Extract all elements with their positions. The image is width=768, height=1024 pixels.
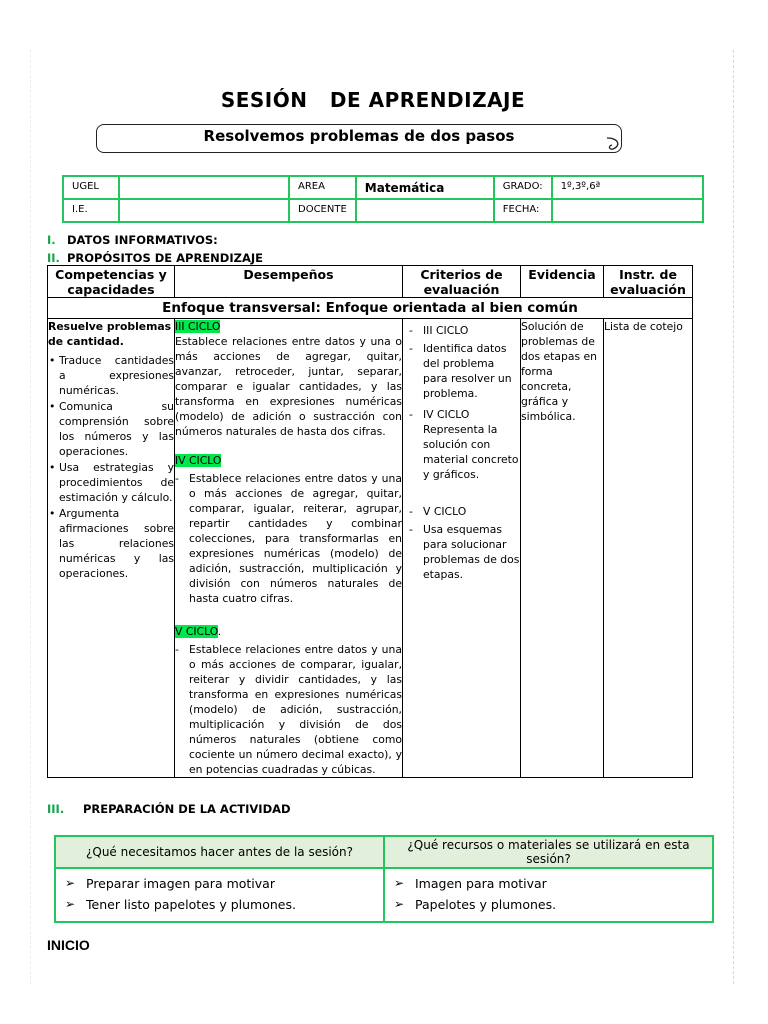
prep-before-cell — [55, 868, 384, 922]
purposes-table — [47, 265, 693, 778]
criterios-cell — [403, 319, 521, 778]
header-evidencia: Evidencia — [521, 266, 604, 298]
ciclo-label-iii: III CICLO — [175, 320, 221, 333]
list-item: • Usa estrategias y procedimientos de estimación y cálculo. — [59, 460, 174, 505]
section-label: DATOS INFORMATIVOS: — [67, 233, 218, 247]
grado-label: GRADO: — [494, 176, 552, 199]
fecha-label: FECHA: — [494, 199, 552, 222]
enfoque-label: Enfoque transversal — [162, 300, 316, 316]
arrow-bullet-icon: ➢ — [394, 897, 405, 911]
ie-value — [119, 199, 289, 222]
area-value: Matemática — [356, 176, 494, 199]
evidencia-cell — [521, 319, 604, 778]
competencia-title: Resuelve problemas de cantidad. — [48, 320, 172, 348]
header-competencias: Competencias y capacidades — [48, 266, 175, 298]
desempeno-iv: - Establece relaciones entre datos y una o más acciones de agregar, quitar, comparar, igualar, reiterar, agrupar, repartir cantidades y combinar colecciones, para transformarlas en expresiones numéricas (modelo) de adición, sustracción, multiplicación y división con números naturales de hasta cuatro cifras. — [175, 471, 402, 606]
instrumento-text: Lista de cotejo — [604, 320, 683, 333]
arrow-bullet-icon: ➢ — [65, 876, 76, 890]
list-item-text: Papelotes y plumones. — [415, 897, 557, 912]
prep-resources-cell — [384, 868, 713, 922]
prep-header-before: ¿Qué necesitamos hacer antes de la sesión? — [55, 836, 384, 868]
area-label: AREA — [289, 176, 356, 199]
list-item-text: Tener listo papelotes y plumones. — [86, 897, 296, 912]
arrow-bullet-icon: ➢ — [65, 897, 76, 911]
docente-label: DOCENTE — [289, 199, 356, 222]
fecha-value — [552, 199, 703, 222]
list-item: • Comunica su comprensión sobre los números y las operaciones. — [59, 399, 174, 459]
enfoque-transversal-row — [48, 298, 693, 319]
section-propositos — [47, 251, 263, 265]
ciclo-label-iv: IV CICLO — [175, 454, 222, 467]
criterio-v: - Usa esquemas para solucionar problemas de dos etapas. — [409, 522, 520, 582]
section-label: PREPARACIÓN DE LA ACTIVIDAD — [83, 802, 291, 816]
desempeno-iii: Establece relaciones entre datos y una o más acciones de agregar, quitar, avanzar, retroceder, juntar, separar, comparar e igualar cantidades, y las transforma en expresiones numéricas (modelo) de adición o sustracción con números naturales de hasta dos cifras. — [175, 335, 402, 438]
preparation-table — [54, 835, 714, 923]
session-subtitle: Resolvemos problemas de dos pasos — [203, 127, 515, 145]
criterio-iv: Representa la solución con material concreto y gráficos. — [423, 423, 519, 481]
header-desempenos: Desempeños — [175, 266, 403, 298]
prep-header-resources: ¿Qué recursos o materiales se utilizará en esta sesión? — [384, 836, 713, 868]
desempeno-v: - Establece relaciones entre datos y una o más acciones de comparar, igualar, reiterar y dividir cantidades, y las transforma en expresiones numéricas (modelo) de adición, sustracción, multiplicación y división de dos números naturales (obtiene como cociente un número decimal exacto), y en potencias cuadradas y cúbicas. — [175, 642, 402, 777]
ciclo-label-v-suffix: . — [217, 625, 222, 638]
enfoque-value: : Enfoque orientada al bien común — [315, 300, 578, 316]
instrumento-cell — [604, 319, 693, 778]
list-item-text: Preparar imagen para motivar — [86, 876, 275, 891]
criterio-iii: - Identifica datos del problema para resolver un problema. — [409, 341, 520, 401]
capacidades-list — [48, 353, 174, 581]
arrow-bullet-icon: ➢ — [394, 876, 405, 890]
list-item: • Argumenta afirmaciones sobre las relaciones numéricas y las operaciones. — [59, 506, 174, 581]
list-item — [62, 894, 377, 915]
section-preparacion — [47, 802, 291, 816]
list-item — [391, 873, 706, 894]
criterio-label-v: - V CICLO — [409, 504, 520, 519]
grado-value: 1º,3º,6ª — [552, 176, 703, 199]
inicio-heading: INICIO — [47, 937, 90, 953]
ugel-value — [119, 176, 289, 199]
section-label: PROPÓSITOS DE APRENDIZAJE — [67, 251, 263, 265]
section-number: I. — [47, 233, 56, 247]
list-item — [62, 873, 377, 894]
section-number: II. — [47, 251, 60, 265]
docente-value — [356, 199, 494, 222]
info-table — [62, 175, 704, 223]
session-subtitle-banner — [96, 124, 622, 153]
evidencia-text: Solución de problemas de dos etapas en forma concreta, gráfica y simbólica. — [521, 320, 598, 423]
list-item — [391, 894, 706, 915]
ie-label: I.E. — [63, 199, 119, 222]
ugel-label: UGEL — [63, 176, 119, 199]
header-instrumento: Instr. de evaluación — [604, 266, 693, 298]
list-item-text: Imagen para motivar — [415, 876, 547, 891]
header-criterios: Criterios de evaluación — [403, 266, 521, 298]
page-title: SESIÓN DE APRENDIZAJE — [220, 88, 526, 112]
list-item: • Traduce cantidades a expresiones numéricas. — [59, 353, 174, 398]
criterio-label-iii: - III CICLO — [409, 323, 520, 338]
scroll-curl-icon — [605, 136, 623, 152]
section-datos-informativos — [47, 233, 218, 247]
section-number: III. — [47, 802, 65, 816]
page-margin-right — [733, 50, 734, 984]
desempenos-cell — [175, 319, 403, 778]
competencias-cell — [48, 319, 175, 778]
page-margin-left — [30, 50, 31, 984]
ciclo-label-v: V CICLO — [175, 625, 218, 638]
criterio-label-iv: IV CICLO — [423, 408, 470, 421]
